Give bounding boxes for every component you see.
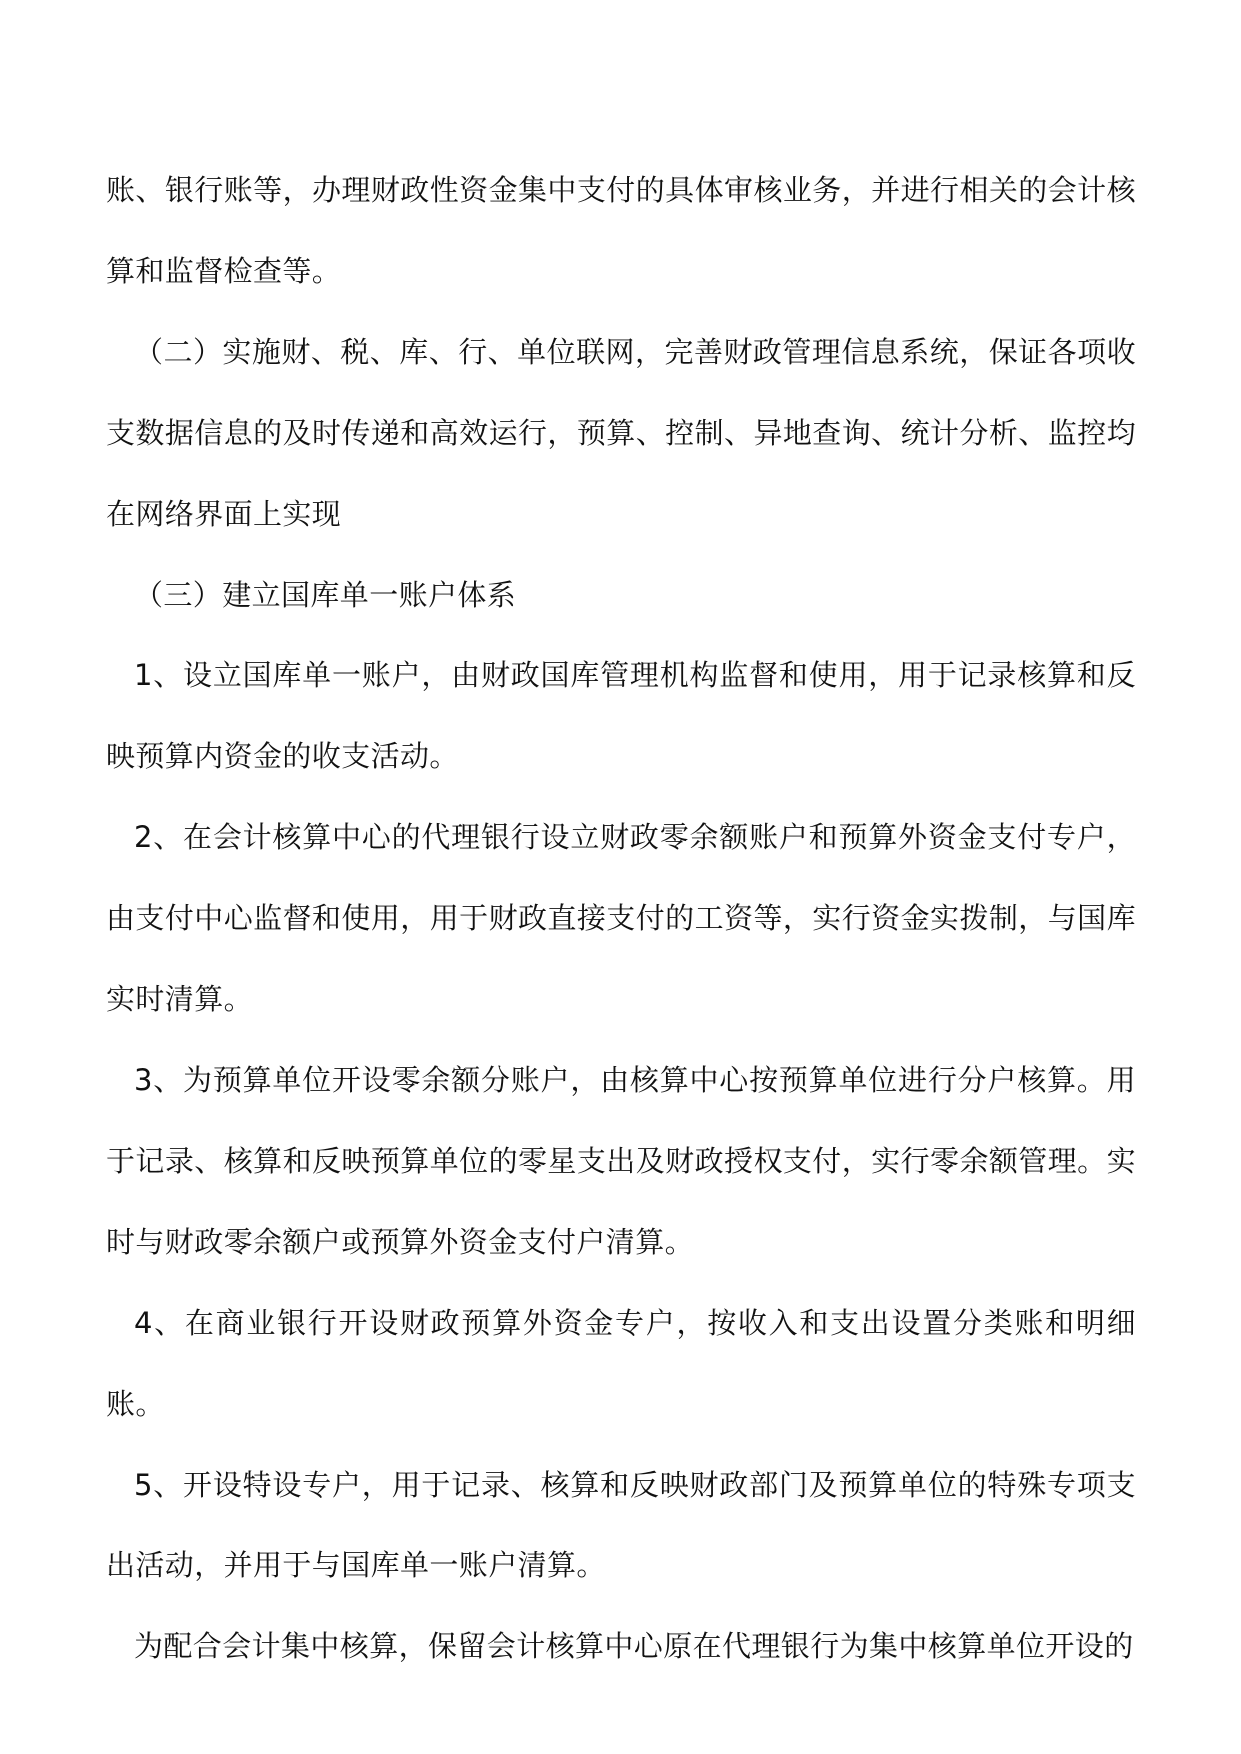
paragraph-item-2: 2、在会计核算中心的代理银行设立财政零余额账户和预算外资金支付专户，由支付中心监督和使用，用于财政直接支付的工资等，实行资金实拨制，与国库实时清算。 [106,820,1136,1017]
document-body [106,150,1136,1687]
paragraph-item-1: 1、设立国库单一账户，由财政国库管理机构监督和使用，用于记录核算和反映预算内资金的收支活动。 [106,658,1136,774]
paragraph-item-3: 3、为预算单位开设零余额分账户，由核算中心按预算单位进行分户核算。用于记录、核算和反映预算单位的零星支出及财政授权支付，实行零余额管理。实时与财政零余额户或预算外资金支付户清算。 [106,1062,1136,1259]
paragraph-section-2: （二）实施财、税、库、行、单位联网，完善财政管理信息系统，保证各项收支数据信息的及时传递和高效运行，预算、控制、异地查询、统计分析、监控均在网络界面上实现 [106,334,1136,531]
paragraph-continuation: 账、银行账等，办理财政性资金集中支付的具体审核业务，并进行相关的会计核算和监督检查等。 [106,173,1136,288]
paragraph-item-5: 5、开设特设专户，用于记录、核算和反映财政部门及预算单位的特殊专项支出活动，并用于与国库单一账户清算。 [106,1467,1136,1583]
paragraph-item-4: 4、在商业银行开设财政预算外资金专户，按收入和支出设置分类账和明细账。 [106,1305,1136,1421]
paragraph-section-3-heading: （三）建立国库单一账户体系 [134,577,517,612]
paragraph-closing: 为配合会计集中核算，保留会计核算中心原在代理银行为集中核算单位开设的 [134,1629,1134,1664]
